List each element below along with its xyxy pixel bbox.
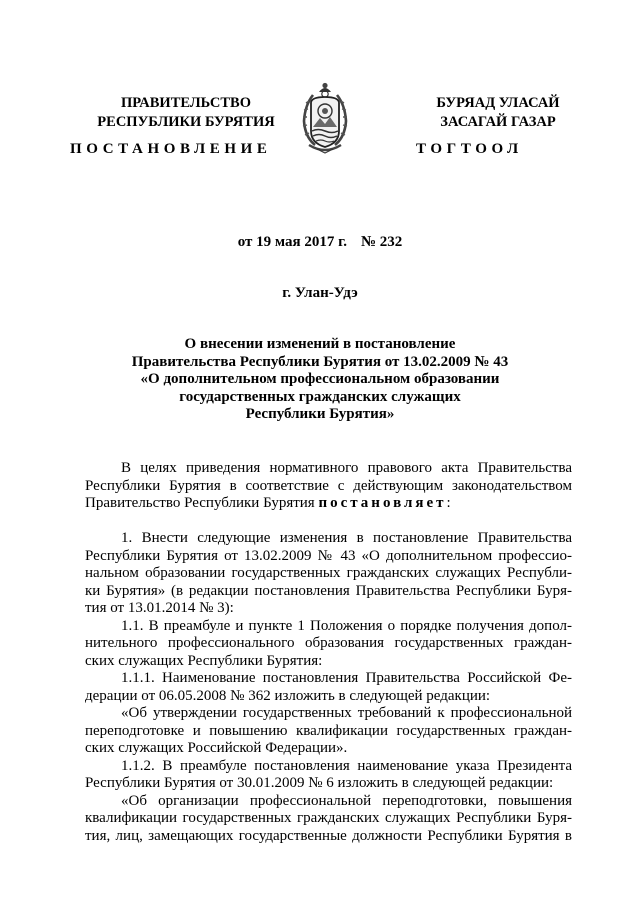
preamble-line	[85, 495, 572, 513]
body-line: 1. Внести следующие изменения в постановление Правительства	[121, 530, 572, 546]
body-line: ских служащих Российской Федерации».	[85, 740, 348, 756]
decree-word: постановляет	[318, 495, 447, 511]
doc-kind-right: ТОГТООЛ	[416, 141, 523, 157]
body-line: переподготовке и повышению квалификации государственных граждан-	[85, 722, 572, 739]
body-line: «Об организации профессиональной переподготовки, повышения	[121, 792, 572, 809]
body-line: тия от 13.01.2014 № 3):	[85, 600, 234, 616]
body-line: квалификации государственных гражданских служащих Республики Буря-	[85, 810, 572, 826]
header-right-line1: БУРЯАД УЛАСАЙ	[436, 95, 560, 111]
header-left	[70, 94, 302, 132]
title-line: «О дополнительном профессиональном образовании	[140, 371, 500, 387]
title-line: Правительства Республики Бурятия от 13.02.2009 № 43	[131, 353, 509, 370]
title-line: О внесении изменений в постановление	[184, 336, 456, 352]
header-left-line2: РЕСПУБЛИКИ БУРЯТИЯ	[97, 114, 275, 130]
decree-title	[70, 336, 570, 424]
header-right	[382, 94, 614, 132]
decree-body	[85, 460, 572, 845]
header-right-line2: ЗАСАГАЙ ГАЗАР	[440, 114, 556, 130]
body-line: 1.1.1. Наименование постановления Правительства Российской Фе-	[121, 670, 572, 686]
preamble-line: В целях приведения нормативного правового акта Правительства	[121, 460, 572, 476]
title-line: Республики Бурятия»	[245, 406, 395, 422]
header-left-line1: ПРАВИТЕЛЬСТВО	[121, 95, 251, 111]
city: г. Улан-Удэ	[282, 285, 358, 301]
decree-paragraphs	[85, 530, 572, 845]
preamble-colon: :	[446, 495, 451, 511]
title-line: государственных гражданских служащих	[179, 388, 461, 405]
body-line: 1.1.2. В преамбуле постановления наименование указа Президента	[121, 757, 572, 774]
paragraph-gap	[85, 513, 572, 531]
preamble-text: Правительство Республики Бурятия	[85, 495, 319, 511]
decree-date: от 19 мая 2017 г.	[237, 234, 347, 250]
coat-of-arms-icon	[299, 81, 351, 157]
body-line: тия, лиц, замещающих государственные должности Республики Бурятия в	[85, 827, 572, 844]
body-line: Республики Бурятия от 30.01.2009 № 6 изложить в следующей редакции:	[85, 775, 554, 791]
body-line: «Об утверждении государственных требований к профессиональной	[121, 705, 572, 721]
decree-number: № 232	[360, 234, 403, 250]
body-line: 1.1. В преамбуле и пункте 1 Положения о порядке получения допол-	[121, 617, 572, 634]
body-line: Республики Бурятия от 13.02.2009 № 43 «О дополнительном профессио-	[85, 547, 572, 564]
body-line: ки Бурятия» (в редакции постановления Правительства Республики Буря-	[85, 582, 572, 599]
body-line: нальном образовании государственных гражданских служащих Республи-	[85, 565, 572, 581]
body-line: ских служащих Республики Бурятия:	[85, 652, 323, 669]
dateline	[0, 234, 640, 251]
body-line: нительного профессионального образования государственных граждан-	[85, 635, 572, 651]
body-line: дерации от 06.05.2008 № 362 изложить в следующей редакции:	[85, 687, 491, 704]
preamble-line: Республики Бурятия в соответствие с действующим законодательством	[85, 477, 572, 494]
doc-kind-left: ПОСТАНОВЛЕНИЕ	[70, 141, 272, 157]
